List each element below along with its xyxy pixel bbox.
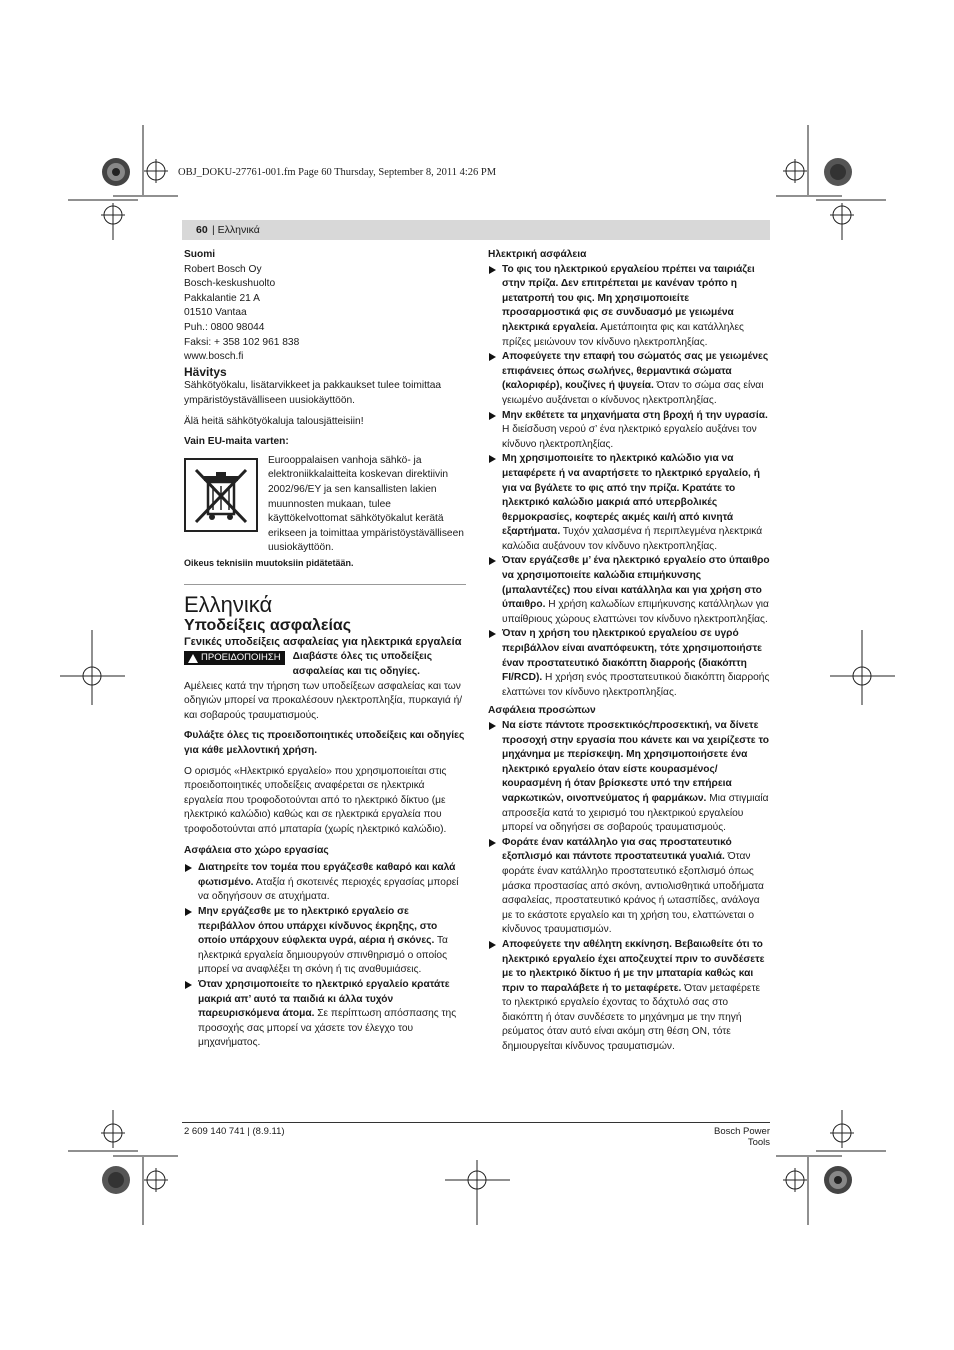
electrical-safety-title: Ηλεκτρική ασφάλεια — [488, 249, 587, 260]
bullet-arrow-icon — [185, 864, 192, 872]
bullet-arrow-icon — [489, 839, 496, 847]
page-number: 60 — [196, 224, 208, 236]
power-tool-definition: Ο ορισμός «Ηλεκτρικό εργαλείο» που χρησιμοποιείται στις προειδοποιητικές υποδείξεις αναφέρεται σε ηλεκτρικά εργαλεία που τροφοδοτούνται από το ηλεκτρικό δίκτυο (με ηλεκτρικό καλώδιο) καθώς και σε ηλεκτρικά εργαλεία που τροφοδοτούνται από μπαταρία (χωρίς ηλεκτρικό καλώδιο). — [184, 765, 447, 835]
list-item: Το φις του ηλεκτρικού εργαλείου πρέπει να ταιριάζει στην πρίζα. Δεν επιτρέπεται με κανέναν τρόπο η μετατροπή του φις. Μη χρησιμοποιείτε προσαρμοστικά φις σε συνδυασμό με γειωμένα ηλεκτρικά εργαλεία. Αμετάποιητα φις και κατάλληλες πρίζες μειώνουν τον κίνδυνο ηλεκτροπληξίας. — [488, 263, 770, 351]
left-column — [184, 248, 466, 1051]
disposal-title: Hävitys — [184, 364, 227, 379]
rights-reserved: Oikeus teknisiin muutoksiin pidätetään. — [184, 557, 354, 568]
list-item: Μην εργάζεσθε με το ηλεκτρικό εργαλείο σε περιβάλλον όπου υπάρχει κίνδυνος έκρηξης, στο οποίο υπάρχουν εύφλεκτα υγρά, αέρια ή σκόνες. Τα ηλεκτρικά εργαλεία δημιουργούν σπινθηρισμό ο οποίος μπορεί να αναφλέξει τη σκόνη ή τις αναθυμιάσεις. — [184, 905, 466, 978]
disposal-text: Sähkötyökalu, lisätarvikkeet ja pakkaukset tulee toimittaa ympäristöystävälliseen uusiokäyttöön. — [184, 380, 442, 406]
list-item: Αποφεύγετε την επαφή του σώματός σας με γειωμένες επιφάνειες όπως σωλήνες, θερμαντικά σώματα (καλοριφέρ), κουζίνες ή ψυγεία. Όταν το σώμα σας είναι γειωμένο αυξάνεται ο κίνδυνος ηλεκτροπληξίας. — [488, 350, 770, 408]
bullet-arrow-icon — [489, 412, 496, 420]
print-info-line: OBJ_DOKU-27761-001.fm Page 60 Thursday, September 8, 2011 4:26 PM — [178, 167, 497, 178]
list-item: Να είστε πάντοτε προσεκτικός/προσεκτική, να δίνετε προσοχή στην εργασία που κάνετε και να χειρίζεστε το μηχάνημα με περίσκεψη. Μη χρησιμοποιήσετε ένα ηλεκτρικό εργαλείο όταν είστε κουρασμένος/κουρασμένη ή όταν βρίσκεστε υπό την επήρεια ναρκωτικών, οινοπνεύματος ή φαρμάκων. Μια στιγμιαία απροσεξία κατά το χειρισμό του ηλεκτρικού εργαλείου μπορεί να οδηγήσει σε σοβαρούς τραυματισμούς. — [488, 719, 770, 836]
safety-title: Υποδείξεις ασφαλείας — [184, 617, 352, 635]
disposal-warning: Älä heitä sähkötyökaluja talousjätteisiin! — [184, 415, 364, 427]
footer-doc-number: 2 609 140 741 | (8.9.11) — [184, 1126, 285, 1137]
bullet-arrow-icon — [489, 353, 496, 361]
section-divider — [184, 584, 466, 585]
list-item: Όταν η χρήση του ηλεκτρικού εργαλείου σε υγρό περιβάλλον είναι αναπόφευκτη, τότε χρησιμοποιήστε έναν προστατευτικό διακόπτη διαρροής (διακόπτη FI/RCD). Η χρήση ενός προστατευτικού διακόπτη διαρροής ελαττώνει τον κίνδυνο ηλεκτροπληξίας. — [488, 627, 770, 700]
header-language: | Ελληνικά — [212, 224, 260, 236]
suomi-title: Suomi — [184, 249, 216, 260]
bullet-arrow-icon — [185, 908, 192, 916]
crossed-bin-icon — [184, 458, 258, 532]
bullet-arrow-icon — [489, 557, 496, 565]
bullet-arrow-icon — [489, 941, 496, 949]
weee-text: Eurooppalaisen vanhoja sähkö- ja elektroniikkalaitteita koskevan direktiivin 2002/96/EY ja sen kansallisten lakien muunnosten mukaan, tulee käyttökelvottomat sähkötyökalut kerätä erikseen ja toimittaa ympäristöystävälliseen uusiokäyttöön. — [268, 454, 464, 554]
personal-safety-title: Ασφάλεια προσώπων — [488, 705, 596, 717]
bullet-arrow-icon — [185, 981, 192, 989]
list-item: Όταν χρησιμοποιείτε το ηλεκτρικό εργαλείο κρατάτε μακριά απ’ αυτό τα παιδιά κι άλλα τυχόν παρευρισκόμενα άτομα. Σε περίπτωση απόσπασης της προσοχής σας μπορεί να χάσετε τον έλεγχο του μηχανήματος. — [184, 978, 466, 1051]
footer-rule — [182, 1122, 770, 1123]
warning-badge: ΠΡΟΕΙΔΟΠΟΙΗΣΗ — [184, 651, 285, 665]
bullet-arrow-icon — [489, 266, 496, 274]
list-item: Αποφεύγετε την αθέλητη εκκίνηση. Βεβαιωθείτε ότι το ηλεκτρικό εργαλείο έχει αποζευχτεί πριν το συνδέσετε με το ηλεκτρικό δίκτυο ή με την μπαταρία καθώς και πριν το παραλάβετε ή το μεταφέρετε. Όταν μεταφέρετε το ηλεκτρικό εργαλείο έχοντας το δάχτυλό σας στο διακόπτη ή όταν συνδέσετε το μηχάνημα με την πηγή ρεύματος όταν αυτό είναι ακόμη στη θέση ON, τότε δημιουργείται κίνδυνος τραυματισμών. — [488, 938, 770, 1055]
bullet-arrow-icon — [489, 455, 496, 463]
list-item: Μην εκθέτετε τα μηχανήματα στη βροχή ή την υγρασία. Η διείσδυση νερού σ’ ένα ηλεκτρικό εργαλείο αυξάνει τον κίνδυνο ηλεκτροπληξίας. — [488, 409, 770, 453]
language-title: Ελληνικά — [184, 592, 273, 618]
finland-address: Robert Bosch Oy Bosch-keskushuolto Pakkalantie 21 A 01510 Vantaa Puh.: 0800 98044 Faksi: + 358 102 961 838 www.bosch.fi — [184, 263, 300, 363]
warning-bold: Διαβάστε όλες τις υποδείξεις ασφαλείας και τις οδηγίες. — [292, 651, 433, 678]
list-item: Όταν εργάζεσθε μ’ ένα ηλεκτρικό εργαλείο στο ύπαιθρο να χρησιμοποιείτε καλώδια επιμήκυνσης (μπαλαντέζες) που είναι κατάλληλα και για χρήση στο ύπαιθρο. Η χρήση καλωδίων επιμήκυνσης κατάλληλων για υπαίθριους χώρους ελαττώνει τον κίνδυνο ηλεκτροπληξίας. — [488, 554, 770, 627]
general-safety-title: Γενικές υποδείξεις ασφαλείας για ηλεκτρικά εργαλεία — [184, 636, 462, 649]
list-item: Μη χρησιμοποιείτε το ηλεκτρικό καλώδιο για να μεταφέρετε ή να αναρτήσετε το ηλεκτρικό εργαλείο, ή για να βγάλετε το φις από την πρίζα. Κρατάτε το ηλεκτρικό καλώδιο μακριά από υπερβολικές θερμοκρασίες, κοφτερές ακμές και/ή από κινητά εξαρτήματα. Τυχόν χαλασμένα ή περιπλεγμένα ηλεκτρικά καλώδια αυξάνουν τον κίνδυνο ηλεκτροπληξίας. — [488, 452, 770, 554]
bullet-arrow-icon — [489, 630, 496, 638]
warning-row — [184, 650, 466, 679]
bullet-arrow-icon — [489, 722, 496, 730]
list-item: Φοράτε έναν κατάλληλο για σας προστατευτικό εξοπλισμό και πάντοτε προστατευτικά γυαλιά. Όταν φοράτε έναν κατάλληλο προστατευτικό εξοπλισμό όπως μάσκα προστασίας από σκόνη, αντιολισθητικά υποδήματα ασφαλείας, προστατευτικό κράνος ή ωτασπίδες, ανάλογα με το εκάστοτε εργαλείο και τη χρήση του, ελαττώνεται ο κίνδυνος τραυματισμών. — [488, 836, 770, 938]
right-column — [488, 248, 770, 1055]
keep-instructions: Φυλάξτε όλες τις προειδοποιητικές υποδείξεις και οδηγίες για κάθε μελλοντική χρήση. — [184, 730, 465, 757]
weee-block — [184, 454, 466, 556]
warning-text: Αμέλειες κατά την τήρηση των υποδείξεων ασφαλείας και των οδηγιών μπορεί να προκαλέσουν ηλεκτροπληξία, πυρκαγιά ή/και σοβαρούς τραυματισμούς. — [184, 680, 463, 721]
eu-only-title: Vain EU-maita varten: — [184, 436, 289, 448]
warning-triangle-icon — [188, 654, 198, 663]
footer-brand: Bosch Power Tools — [714, 1126, 770, 1148]
list-item: Διατηρείτε τον τομέα που εργάζεσθε καθαρό και καλά φωτισμένο. Αταξία ή σκοτεινές περιοχές εργασίας μπορεί να οδηγήσουν σε ατυχήματα. — [184, 861, 466, 905]
work-area-title: Ασφάλεια στο χώρο εργασίας — [184, 844, 329, 856]
page-header-bar — [182, 220, 770, 240]
